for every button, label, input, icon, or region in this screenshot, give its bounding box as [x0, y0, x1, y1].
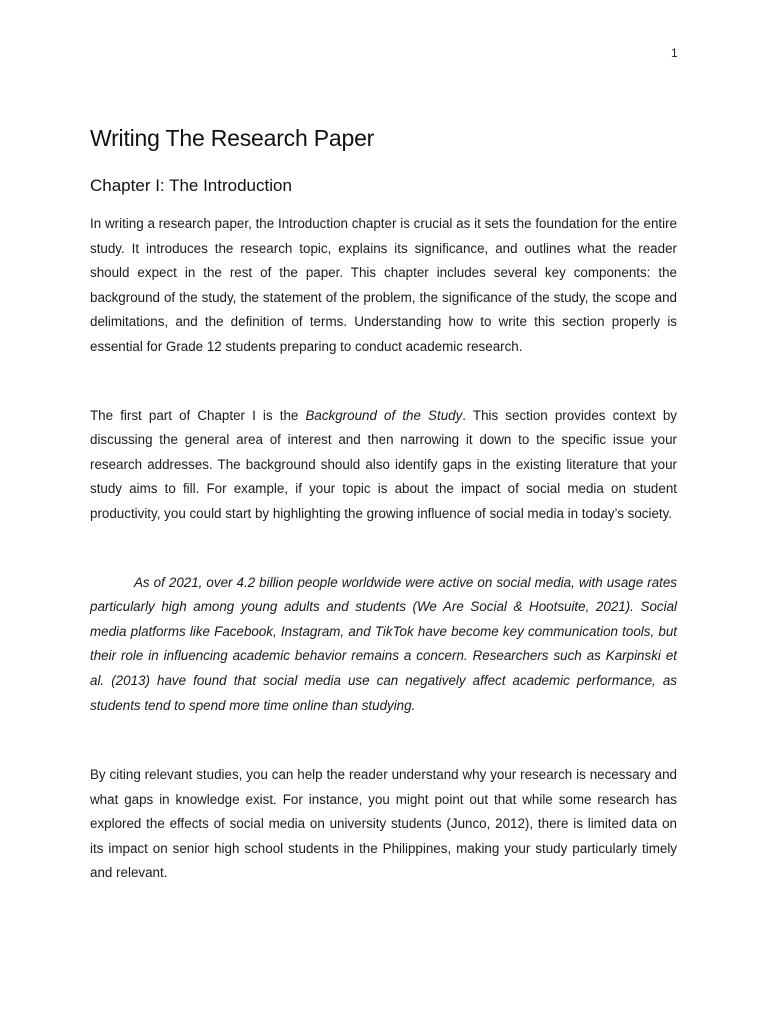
example-paragraph: As of 2021, over 4.2 billion people worldwide were active on social media, with usage rates particularly high among young adults and students (We Are Social & Hootsuite, 2021). Social media platforms like Facebook, Instagram, and TikTok have become key communication tools, but their role in influencing academic behavior remains a concern. Researchers such as Karpinski et al. (2013) have found that social media use can negatively affect academic performance, as students tend to spend more time online than studying. [90, 574, 677, 713]
document-title: Writing The Research Paper [90, 125, 375, 151]
background-text-end: . This section provides context by discussing the general area of interest and then narrowing it down to the specific issue your research addresses. The background should also identify gaps in the existing literature that your study aims to fill. For example, if your topic is about the impact of social media on student productivity, you could start by highlighting the growing influence of social media in today’s society. [90, 407, 678, 521]
chapter-heading: Chapter I: The Introduction [90, 176, 292, 195]
background-paragraph [90, 404, 677, 527]
background-text-start: The first part of Chapter I is the [90, 407, 306, 423]
document-body [90, 125, 677, 886]
intro-paragraph: In writing a research paper, the Introduction chapter is crucial as it sets the foundation for the entire study. It introduces the research topic, explains its significance, and outlines what the reader should expect in the rest of the paper. This chapter includes several key components: the background of the study, the statement of the problem, the significance of the study, the scope and delimitations, and the definition of terms. Understanding how to write this section properly is essential for Grade 12 students preparing to conduct academic research. [90, 216, 677, 354]
citing-paragraph: By citing relevant studies, you can help the reader understand why your research is necessary and what gaps in knowledge exist. For instance, you might point out that while some research has explored the effects of social media on university students (Junco, 2012), there is limited data on its impact on senior high school students in the Philippines, making your study particularly timely and relevant. [90, 767, 677, 881]
page-number: 1 [671, 46, 678, 60]
background-emphasis: Background of the Study [305, 407, 463, 423]
